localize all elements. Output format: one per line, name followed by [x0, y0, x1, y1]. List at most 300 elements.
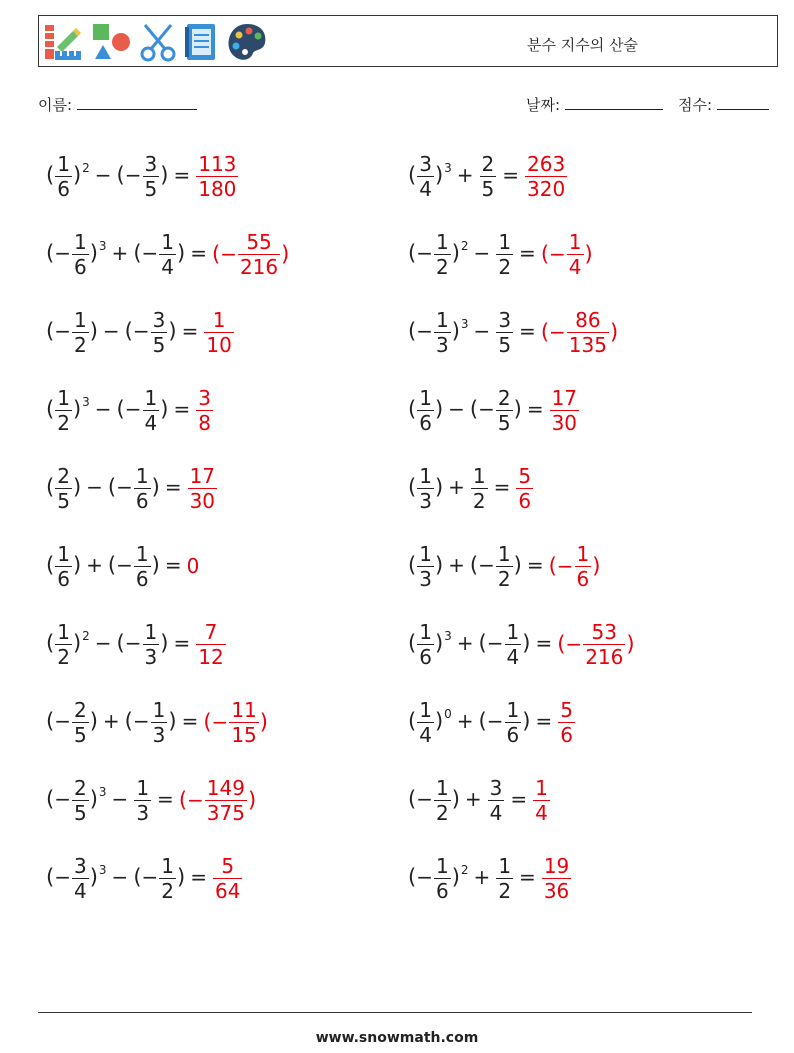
fraction [55, 619, 72, 669]
minus-sign: − [416, 786, 433, 811]
fraction [205, 775, 247, 825]
worksheet-title: 분수 지수의 산술 [527, 36, 638, 54]
problem-item [408, 850, 572, 906]
fraction [496, 853, 513, 903]
paren-open: ( [408, 318, 417, 343]
problem-item [408, 304, 618, 360]
problem-expression [46, 307, 203, 357]
minus-sign: − [141, 240, 159, 265]
numerator: 5 [221, 853, 235, 878]
paren-open: ( [408, 162, 417, 187]
paren-close: ) [434, 396, 444, 421]
fraction [525, 151, 567, 201]
exponent: 3 [98, 238, 107, 253]
paren-close: ) [434, 552, 444, 577]
paren-close: ) [434, 630, 444, 655]
operator: − [111, 864, 129, 889]
operator: − [448, 396, 465, 421]
problem-expression [408, 697, 557, 747]
numerator: 1 [136, 775, 150, 800]
exponent: 0 [444, 706, 452, 721]
paren-close: ) [177, 864, 186, 889]
problem-expression [46, 541, 187, 591]
paren-open: ( [408, 552, 417, 577]
numerator: 1 [506, 619, 520, 644]
problem-item [46, 538, 199, 594]
minus-sign: − [141, 864, 159, 889]
fraction [417, 463, 434, 513]
paren-close: ) [89, 318, 98, 343]
minus-sign: − [565, 632, 583, 656]
fraction [550, 385, 579, 435]
paren-open: ( [408, 396, 417, 421]
denominator: 4 [535, 800, 548, 825]
name-blank[interactable] [77, 94, 197, 110]
equals-sign: = [519, 864, 536, 889]
problem-item [408, 382, 580, 438]
denominator: 2 [472, 488, 486, 513]
minus-sign: − [187, 788, 204, 812]
numerator: 1 [435, 229, 449, 254]
minus-sign: − [416, 864, 433, 889]
numerator: 1 [57, 541, 70, 566]
numerator: 1 [57, 385, 70, 410]
paren-close: ) [160, 630, 169, 655]
numerator: 1 [535, 775, 548, 800]
denominator: 2 [161, 878, 175, 903]
minus-sign: − [116, 474, 133, 499]
minus-sign: − [132, 708, 150, 733]
problem-item [408, 226, 593, 282]
paren-close: ) [592, 553, 601, 578]
paren-open: ( [408, 474, 417, 499]
fraction [72, 307, 89, 357]
minus-sign: − [549, 320, 566, 344]
paren-close: ) [281, 241, 290, 266]
equals-sign: = [181, 318, 199, 343]
denominator: 6 [560, 722, 573, 747]
fraction [434, 229, 451, 279]
fraction [72, 775, 89, 825]
exponent: 2 [82, 628, 90, 643]
problem-answer [203, 307, 234, 357]
palette-icon [225, 21, 269, 63]
numerator: 19 [543, 853, 570, 878]
numerator: 1 [144, 385, 158, 410]
denominator: 6 [419, 644, 432, 669]
minus-sign: − [124, 162, 142, 187]
paren-close: ) [72, 630, 82, 655]
problem-answer [212, 853, 243, 903]
problem-answer [532, 775, 551, 825]
operator: − [94, 396, 112, 421]
denominator: 3 [419, 566, 432, 591]
problem-expression [408, 853, 541, 903]
denominator: 4 [568, 254, 582, 279]
paren-close: ) [451, 786, 460, 811]
problem-item [46, 304, 235, 360]
problem-item [46, 616, 227, 672]
numerator: 17 [551, 385, 578, 410]
notebook-icon [183, 21, 219, 63]
problem-expression [46, 853, 212, 903]
paren-close: ) [168, 708, 177, 733]
fraction [434, 307, 451, 357]
equals-sign: = [173, 630, 191, 655]
fraction [496, 307, 513, 357]
problem-answer [549, 385, 580, 435]
problem-item [408, 772, 551, 828]
numerator: 1 [568, 229, 582, 254]
denominator: 2 [57, 644, 70, 669]
problem-expression [46, 697, 203, 747]
paren-open: ( [46, 318, 55, 343]
equals-sign: = [519, 240, 536, 265]
minus-sign: − [478, 552, 495, 577]
problem-answer [557, 697, 576, 747]
problem-expression [408, 541, 549, 591]
exponent: 3 [444, 628, 452, 643]
denominator: 5 [497, 410, 511, 435]
numerator: 1 [144, 619, 158, 644]
denominator: 2 [57, 410, 70, 435]
denominator: 15 [231, 722, 257, 747]
fraction [72, 853, 89, 903]
numerator: 5 [560, 697, 573, 722]
operator: + [86, 552, 103, 577]
equals-sign: = [526, 552, 544, 577]
paren-close: ) [259, 709, 268, 734]
denominator: 36 [543, 878, 570, 903]
fraction [558, 697, 575, 747]
paren-open: ( [469, 552, 479, 577]
paren-close: ) [434, 708, 444, 733]
denominator: 5 [57, 488, 70, 513]
numerator: 1 [419, 697, 432, 722]
paren-open: ( [469, 396, 479, 421]
problem-answer [195, 151, 239, 201]
operator: + [448, 474, 465, 499]
equals-sign: = [519, 318, 536, 343]
problem-expression [408, 229, 541, 279]
paren-close: ) [160, 162, 169, 187]
numerator: 2 [57, 463, 70, 488]
paren-close: ) [89, 708, 98, 733]
equals-sign: = [181, 708, 199, 733]
problem-item [46, 772, 256, 828]
operator: + [456, 162, 474, 187]
exponent: 3 [98, 862, 107, 877]
paren-close: ) [609, 319, 619, 344]
score-label: 점수: [678, 96, 713, 114]
equals-sign: = [502, 162, 520, 187]
numerator: 3 [152, 307, 166, 332]
numerator: 1 [73, 307, 87, 332]
equals-sign: = [173, 162, 191, 187]
minus-sign: − [54, 708, 71, 733]
denominator: 135 [568, 332, 607, 357]
numerator: 1 [435, 775, 449, 800]
denominator: 4 [144, 410, 158, 435]
problem-item [46, 850, 243, 906]
paren-close: ) [72, 396, 82, 421]
fraction [505, 697, 522, 747]
paren-close: ) [451, 240, 460, 265]
numerator: 1 [498, 853, 512, 878]
denominator: 4 [419, 722, 432, 747]
numerator: 149 [206, 775, 245, 800]
fraction [134, 541, 151, 591]
paren-open: ( [116, 630, 125, 655]
fraction [471, 463, 488, 513]
numerator: 1 [57, 151, 70, 176]
fraction [143, 385, 160, 435]
denominator: 30 [551, 410, 578, 435]
fraction [196, 385, 213, 435]
denominator: 320 [527, 176, 566, 201]
date-blank[interactable] [565, 94, 663, 110]
problem-expression [408, 775, 532, 825]
denominator: 6 [518, 488, 532, 513]
scissors-icon [139, 21, 177, 63]
paren-close: ) [177, 240, 186, 265]
paren-close: ) [168, 318, 177, 343]
paren-close: ) [626, 631, 635, 656]
minus-sign: − [54, 318, 71, 343]
minus-sign: − [54, 864, 71, 889]
problem-item [408, 460, 534, 516]
denominator: 2 [435, 800, 449, 825]
equals-sign: = [493, 474, 511, 499]
paren-close: ) [513, 396, 522, 421]
denominator: 6 [57, 176, 70, 201]
problem-item [46, 382, 214, 438]
numerator: 1 [498, 229, 512, 254]
integer: 0 [186, 554, 200, 578]
paren-close: ) [72, 162, 82, 187]
fraction [196, 151, 238, 201]
fraction [516, 463, 533, 513]
numerator: 1 [472, 463, 486, 488]
fraction [496, 385, 513, 435]
denominator: 5 [144, 176, 158, 201]
fraction [159, 853, 176, 903]
fraction [72, 697, 89, 747]
operator: − [94, 162, 112, 187]
numerator: 1 [135, 541, 149, 566]
fraction [496, 541, 513, 591]
problem-expression [408, 307, 541, 357]
numerator: 1 [73, 229, 87, 254]
numerator: 1 [506, 697, 520, 722]
fraction [55, 385, 72, 435]
problem-item [46, 148, 239, 204]
numerator: 1 [435, 853, 449, 878]
denominator: 216 [585, 644, 624, 669]
denominator: 8 [198, 410, 211, 435]
paren-close: ) [160, 396, 169, 421]
problem-answer [195, 619, 226, 669]
problem-answer [548, 541, 601, 591]
operator: + [456, 708, 474, 733]
fraction [567, 229, 584, 279]
numerator: 1 [135, 463, 149, 488]
minus-sign: − [556, 554, 574, 578]
fraction [151, 307, 168, 357]
denominator: 2 [497, 566, 511, 591]
paren-open: ( [116, 162, 125, 187]
problem-answer [203, 697, 268, 747]
problem-expression [46, 151, 195, 201]
paren-open: ( [478, 708, 487, 733]
operator: + [456, 630, 474, 655]
paren-open: ( [124, 318, 133, 343]
fraction [151, 697, 168, 747]
problem-answer [187, 463, 218, 513]
paren-open: ( [46, 708, 55, 733]
numerator: 86 [575, 307, 601, 332]
minus-sign: − [54, 240, 71, 265]
denominator: 6 [135, 488, 149, 513]
numerator: 1 [419, 463, 432, 488]
problem-answer [540, 307, 619, 357]
paren-open: ( [46, 240, 55, 265]
numerator: 53 [591, 619, 617, 644]
fraction [417, 619, 434, 669]
fraction [204, 307, 233, 357]
denominator: 3 [144, 644, 158, 669]
denominator: 2 [498, 254, 512, 279]
fraction [238, 229, 280, 279]
score-field [678, 94, 769, 115]
paren-open: ( [478, 630, 487, 655]
denominator: 6 [435, 878, 449, 903]
fraction [143, 619, 160, 669]
equals-sign: = [157, 786, 174, 811]
denominator: 5 [498, 332, 512, 357]
fraction [55, 541, 72, 591]
fraction [505, 619, 522, 669]
paren-open: ( [46, 786, 55, 811]
problem-answer [178, 775, 257, 825]
fraction [72, 229, 89, 279]
numerator: 55 [246, 229, 272, 254]
denominator: 6 [419, 410, 432, 435]
denominator: 30 [189, 488, 216, 513]
fraction [542, 853, 571, 903]
numerator: 1 [161, 853, 175, 878]
numerator: 17 [189, 463, 216, 488]
numerator: 2 [73, 697, 87, 722]
exponent: 3 [82, 394, 90, 409]
paren-open: ( [107, 552, 117, 577]
fraction [583, 619, 625, 669]
denominator: 2 [73, 332, 87, 357]
numerator: 7 [204, 619, 218, 644]
name-field [38, 94, 197, 115]
paren-open: ( [408, 708, 417, 733]
denominator: 4 [161, 254, 175, 279]
fraction [213, 853, 242, 903]
minus-sign: − [486, 708, 504, 733]
numerator: 3 [498, 307, 512, 332]
denominator: 64 [214, 878, 241, 903]
date-field [526, 94, 663, 115]
denominator: 3 [152, 722, 166, 747]
denominator: 4 [489, 800, 503, 825]
paren-close: ) [522, 708, 531, 733]
fraction [55, 151, 72, 201]
equals-sign: = [164, 474, 182, 499]
numerator: 1 [419, 541, 432, 566]
denominator: 375 [206, 800, 245, 825]
numerator: 1 [161, 229, 175, 254]
paren-open: ( [133, 240, 142, 265]
operator: − [86, 474, 103, 499]
paren-open: ( [203, 709, 212, 734]
paren-close: ) [451, 864, 460, 889]
header-box [38, 15, 778, 67]
numerator: 1 [576, 541, 590, 566]
problem-expression [408, 463, 515, 513]
paren-open: ( [178, 787, 188, 812]
equals-sign: = [190, 240, 207, 265]
header-icons [43, 21, 269, 63]
denominator: 180 [198, 176, 237, 201]
shapes-icon [89, 21, 133, 63]
equals-sign: = [190, 864, 207, 889]
minus-sign: − [54, 786, 71, 811]
paren-close: ) [434, 162, 444, 187]
score-blank[interactable] [717, 94, 769, 110]
equals-sign: = [526, 396, 544, 421]
date-label: 날짜: [526, 96, 561, 114]
problem-item [46, 694, 268, 750]
paren-open: ( [124, 708, 133, 733]
paren-open: ( [408, 786, 417, 811]
minus-sign: − [116, 552, 133, 577]
numerator: 1 [419, 385, 432, 410]
paren-close: ) [89, 864, 98, 889]
denominator: 6 [135, 566, 149, 591]
fraction [55, 463, 72, 513]
paren-close: ) [151, 552, 160, 577]
minus-sign: − [220, 242, 237, 266]
numerator: 3 [73, 853, 87, 878]
paren-open: ( [46, 630, 55, 655]
problem-item [408, 616, 635, 672]
paren-open: ( [548, 553, 557, 578]
problem-expression [408, 619, 557, 669]
operator: − [111, 786, 129, 811]
minus-sign: − [478, 396, 495, 421]
ruler-pencil-icon [43, 21, 83, 63]
minus-sign: − [416, 240, 433, 265]
problem-answer [195, 385, 214, 435]
problem-expression [46, 775, 179, 825]
fraction [417, 385, 434, 435]
denominator: 4 [506, 644, 520, 669]
operator: − [473, 318, 491, 343]
exponent: 2 [460, 238, 469, 253]
fraction [434, 853, 451, 903]
denominator: 6 [57, 566, 70, 591]
denominator: 5 [73, 800, 87, 825]
numerator: 3 [144, 151, 158, 176]
problem-item [408, 148, 568, 204]
paren-close: ) [151, 474, 160, 499]
fraction [417, 697, 434, 747]
